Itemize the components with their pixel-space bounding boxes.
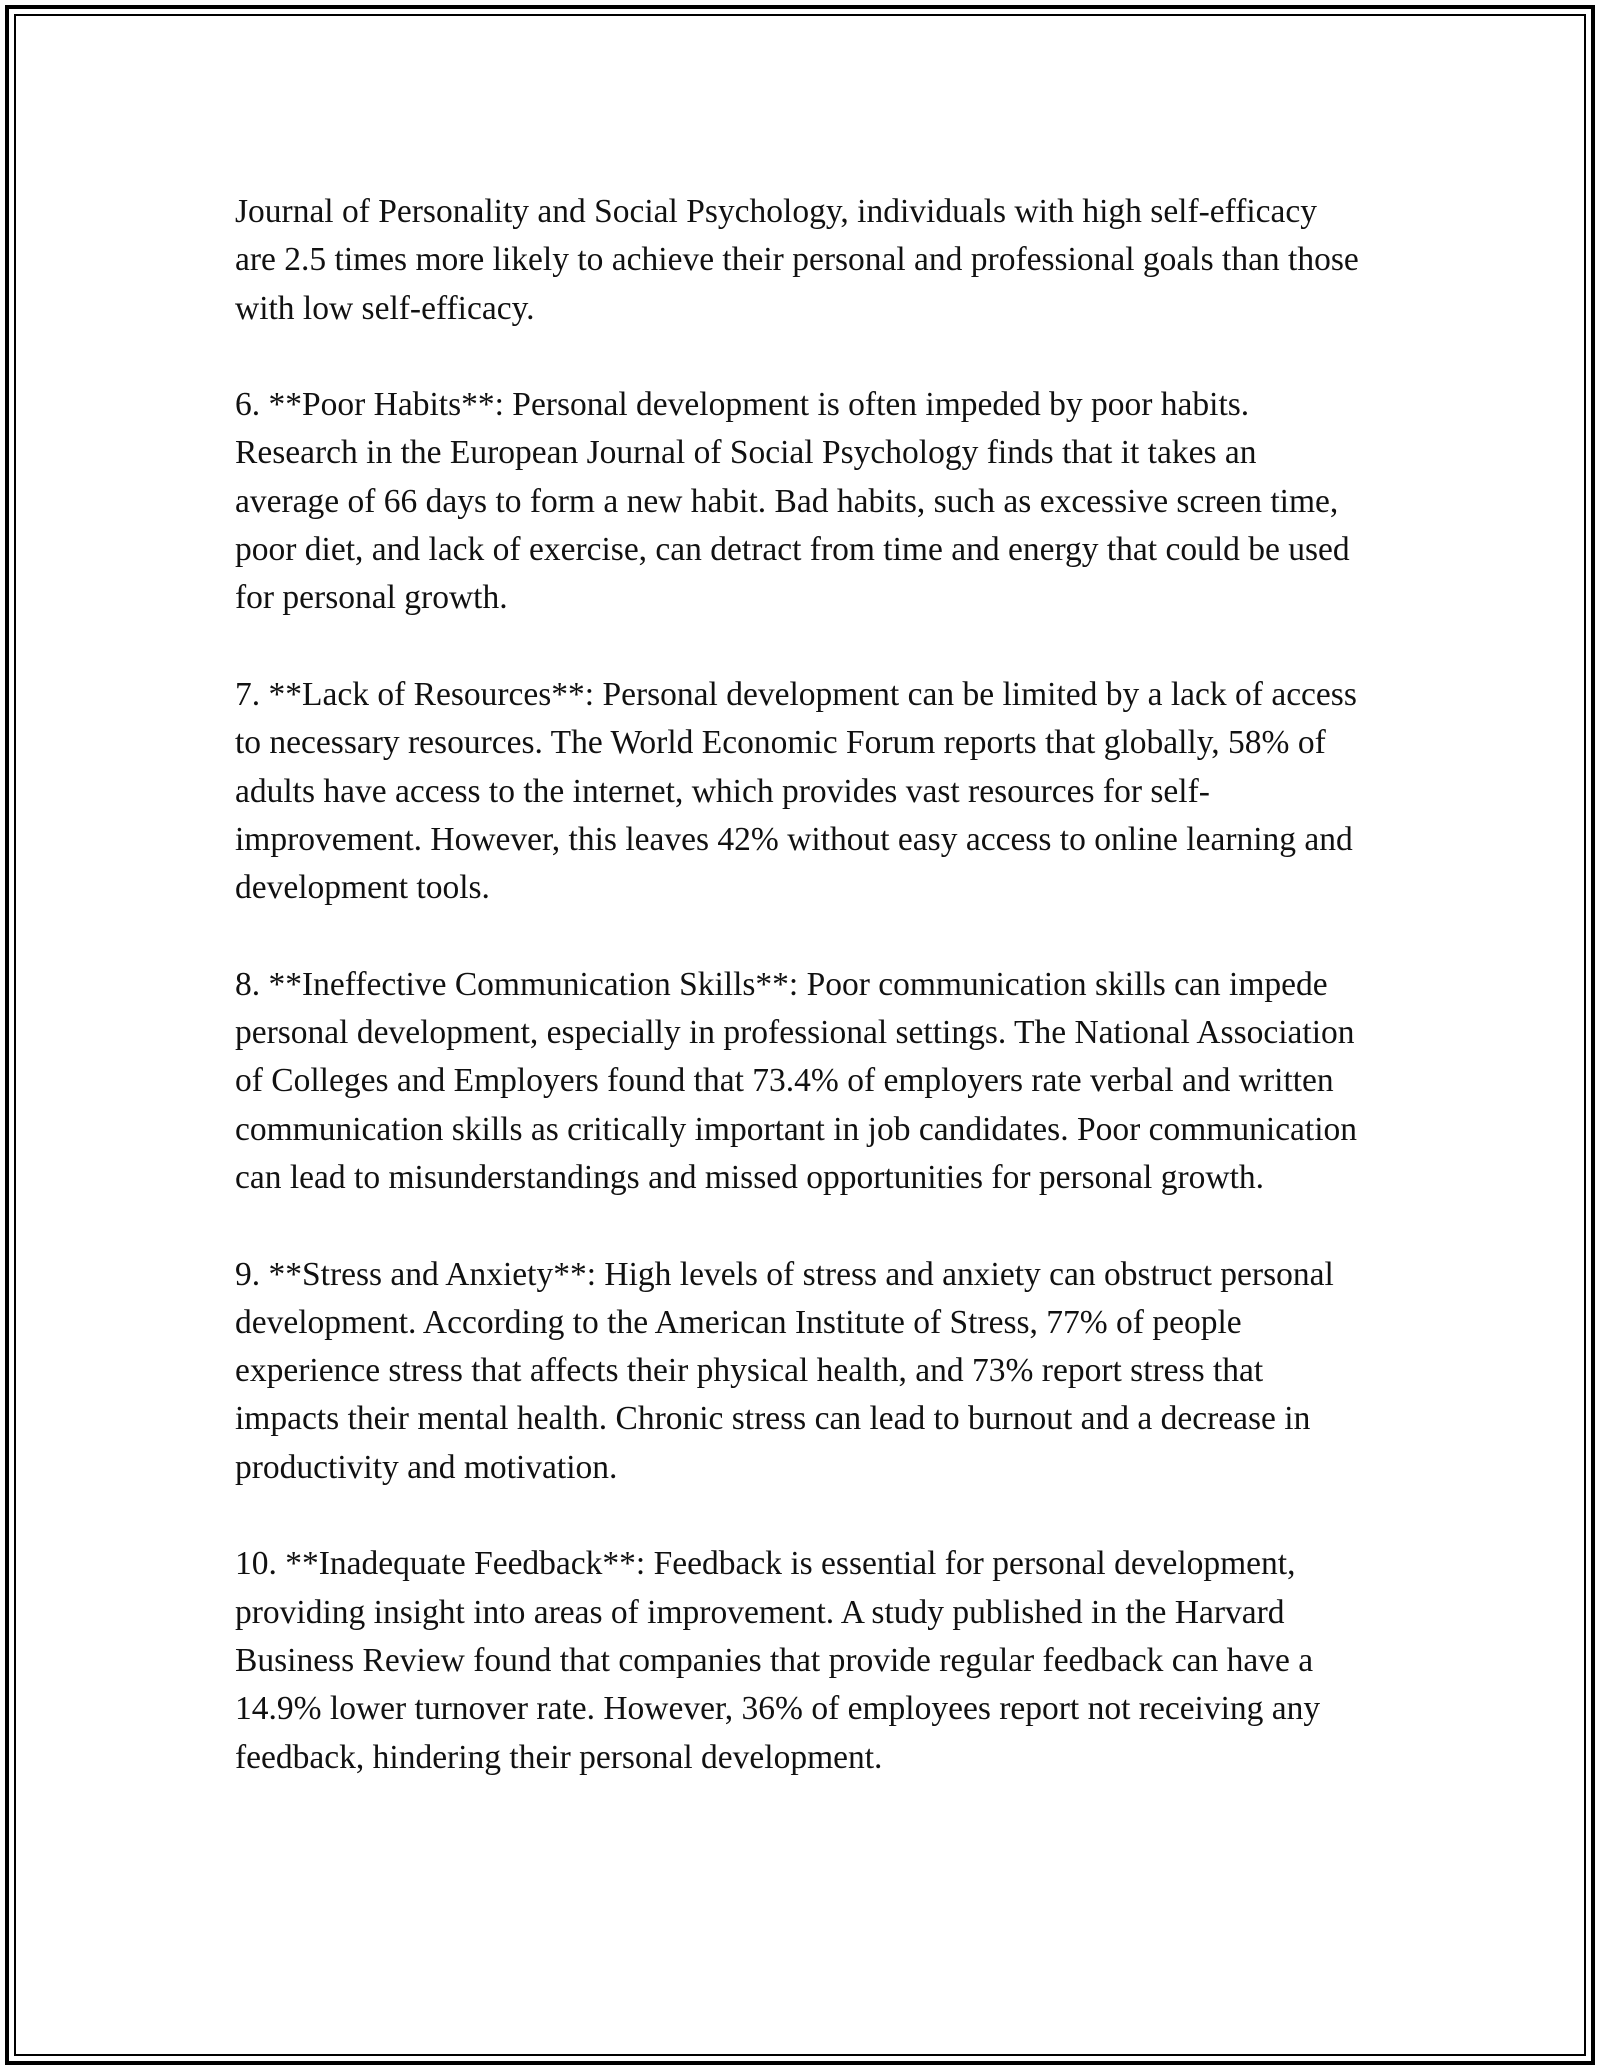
paragraph-poor-habits: 6. **Poor Habits**: Personal development is often impeded by poor habits. Research in the European Journal of Social Psychology finds that it takes an average of 66 days to form a new habit. Bad habits, such as excessive screen time, poor diet, and lack of exercise, can detract from time and energy that could be used for personal growth. xyxy=(235,386,1350,617)
document-body xyxy=(235,188,1365,1830)
paragraph-stress-anxiety: 9. **Stress and Anxiety**: High levels of stress and anxiety can obstruct personal development. According to the American Institute of Stress, 77% of people experience stress that affects their physical health, and 73% report stress that impacts their mental health. Chronic stress can lead to burnout and a decrease in productivity and motivation. xyxy=(235,1255,1334,1486)
paragraph-continuation: Journal of Personality and Social Psychology, individuals with high self-efficacy are 2.5 times more likely to achieve their personal and professional goals than those with low self-efficacy. xyxy=(235,193,1359,327)
paragraph-inadequate-feedback: 10. **Inadequate Feedback**: Feedback is essential for personal development, providing insight into areas of improvement. A study published in the Harvard Business Review found that companies that provide regular feedback can have a 14.9% lower turnover rate. However, 36% of employees report not receiving any feedback, hindering their personal development. xyxy=(235,1545,1321,1776)
paragraph-lack-of-resources: 7. **Lack of Resources**: Personal development can be limited by a lack of access to necessary resources. The World Economic Forum reports that globally, 58% of adults have access to the internet, which provides vast resources for self-improvement. However, this leaves 42% without easy access to online learning and development tools. xyxy=(235,675,1357,907)
paragraph-communication-skills: 8. **Ineffective Communication Skills**: Poor communication skills can impede personal development, especially in professional settings. The National Association of Colleges and Employers found that 73.4% of employers rate verbal and written communication skills as critically important in job candidates. Poor communication can lead to misunderstandings and missed opportunities for personal growth. xyxy=(235,965,1358,1196)
